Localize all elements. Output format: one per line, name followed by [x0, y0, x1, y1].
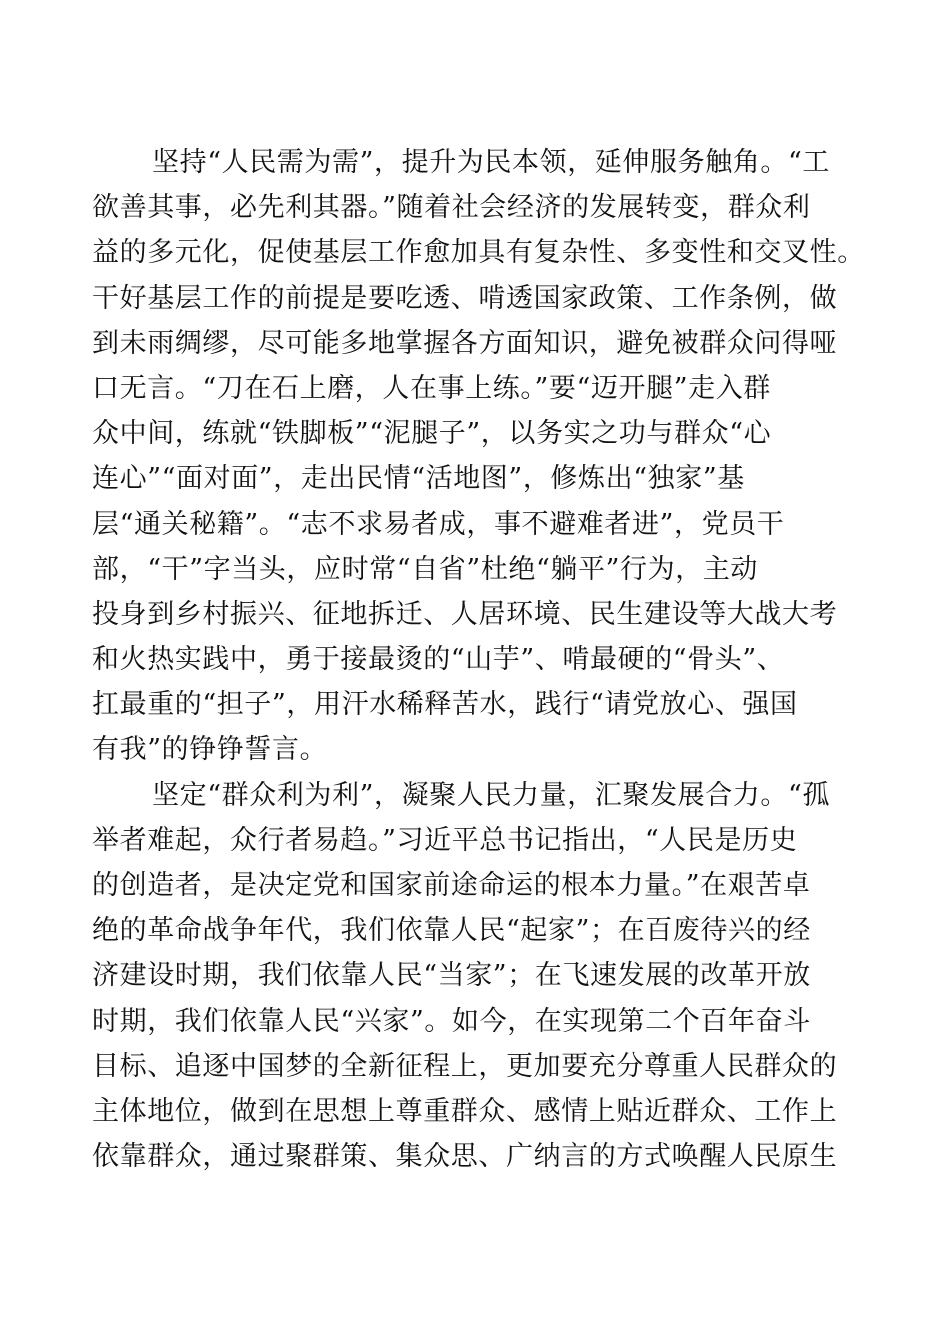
text-line: 口无言。“刀在石上磨，人在事上练。”要“迈开腿”走入群: [92, 372, 771, 404]
text-line: 坚持“人民需为需”，提升为民本领，延伸服务触角。“工: [152, 147, 831, 178]
text-line: 到未雨绸缪，尽可能多地掌握各方面知识，避免被群众问得哑: [92, 327, 838, 359]
paragraph-2: [92, 773, 862, 1180]
text-line: 时期，我们依靠人民“兴家”。如今，在实现第二个百年奋斗: [92, 1005, 811, 1037]
text-line: 干好基层工作的前提是要吃透、啃透国家政策、工作条例，做: [92, 282, 838, 314]
text-line: 依靠群众，通过聚群策、集众思、广纳言的方式唤醒人民原生: [92, 1141, 838, 1173]
text-line: 众中间，练就“铁脚板”“泥腿子”，以务实之功与群众“心: [92, 418, 772, 450]
text-line: 和火热实践中，勇于接最烫的“山芋”、啃最硬的“骨头”、: [92, 644, 785, 676]
text-line: 扛最重的“担子”，用汗水稀释苦水，践行“请党放心、强国: [92, 689, 798, 721]
text-line: 有我”的铮铮誓言。: [92, 734, 328, 766]
text-line: 部，“干”字当头，应时常“自省”杜绝“躺平”行为，主动: [92, 553, 759, 585]
document-body: [92, 140, 865, 1179]
text-line: 坚定“群众利为利”，凝聚人民力量，汇聚发展合力。“孤: [152, 779, 831, 811]
text-line: 欲善其事，必先利其器。”随着社会经济的发展转变，群众利: [92, 192, 811, 224]
text-line: 连心”“面对面”，走出民情“活地图”，修炼出“独家”基: [92, 463, 745, 495]
text-line: 济建设时期，我们依靠人民“当家”；在飞速发展的改革开放: [92, 960, 811, 992]
text-line: 举者难起，众行者易趋。”习近平总书记指出，“人民是历史: [92, 824, 798, 856]
text-line: 投身到乡村振兴、征地拆迁、人居环境、民生建设等大战大考: [92, 598, 838, 630]
paragraph-1: [92, 140, 865, 773]
text-line: 层“通关秘籍”。“志不求易者成，事不避难者进”，党员干: [92, 508, 785, 540]
text-line: 绝的革命战争年代，我们依靠人民“起家”；在百废待兴的经: [92, 915, 811, 947]
text-line: 益的多元化，促使基层工作愈加具有复杂性、多变性和交叉性。: [92, 237, 865, 269]
text-line: 主体地位，做到在思想上尊重群众、感情上贴近群众、工作上: [92, 1095, 838, 1127]
text-line: 目标、追逐中国梦的全新征程上，更加要充分尊重人民群众的: [92, 1050, 838, 1082]
text-line: 的创造者，是决定党和国家前途命运的根本力量。”在艰苦卓: [92, 870, 811, 901]
